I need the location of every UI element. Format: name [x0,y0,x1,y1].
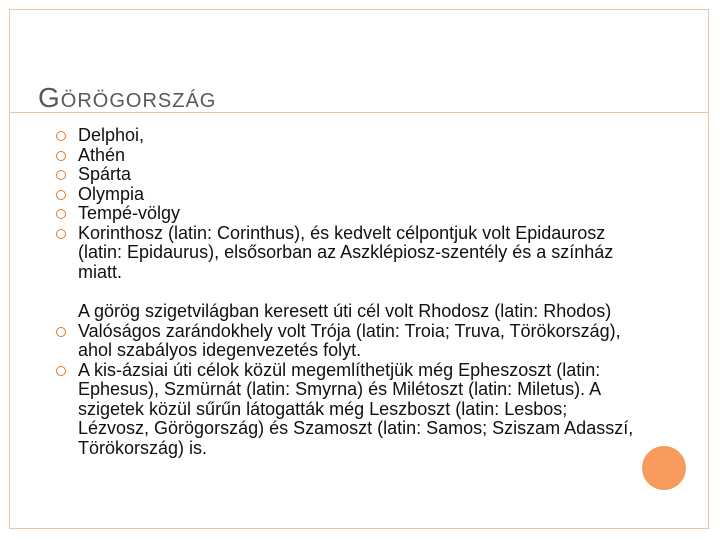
circle-bullet-icon [56,209,66,219]
list-item-rhodosz [54,302,634,322]
list-item-delphoi [54,126,634,146]
list-item-tempe [54,204,634,224]
list-item-kis-azsia [54,361,634,459]
list-item-text: Athén [78,144,126,165]
list-item-text: Korinthosz (latin: Corinthus), és kedvelt célpontjuk volt Epidaurosz (latin: Epidaurus), elsősorban az Aszklépiosz-szentély és a színház miatt. [78,222,614,282]
circle-bullet-icon [56,366,66,376]
list-item-text: Delphoi, [78,125,145,145]
bullet-list [54,126,634,458]
list-spacer [54,282,634,302]
list-item-text: Spárta [78,164,132,184]
circle-bullet-icon [56,131,66,141]
list-item-korinthosz [54,224,634,283]
circle-bullet-icon [56,229,66,239]
list-item-sparta [54,165,634,185]
list-item-text: Olympia [78,183,145,204]
circle-bullet-icon [56,327,66,337]
decorative-circle [642,446,686,490]
list-item-text: A kis-ázsiai úti célok közül megemlíthetjük még Epheszoszt (latin: Ephesus), Szmürnát (latin: Smyrna) és Milétoszt (latin: Miletus). A szigetek közül sűrűn látogatták még Leszboszt (latin: Lesbos; Lézvosz, Görögország) és Szamoszt (latin: Samos; Sziszam Adasszí, Törökország) is. [78,359,634,458]
circle-bullet-icon [56,151,66,161]
title-rest: ÖRÖGORSZÁG [60,90,217,112]
list-item-athen [54,146,634,166]
circle-bullet-icon [56,190,66,200]
list-item-text: Tempé-völgy [78,203,181,223]
list-item-olympia [54,185,634,205]
title-first-letter: G [38,82,61,113]
list-item-text: A görög szigetvilágban keresett úti cél volt Rhodosz (latin: Rhodos) [78,301,612,321]
circle-bullet-icon [56,170,66,180]
list-item-text: Valóságos zarándokhely volt Trója (latin: Troia; Truva, Törökország), ahol szabályos idegenvezetés folyt. [78,320,621,360]
slide-title [38,82,216,114]
list-item-troja [54,322,634,361]
